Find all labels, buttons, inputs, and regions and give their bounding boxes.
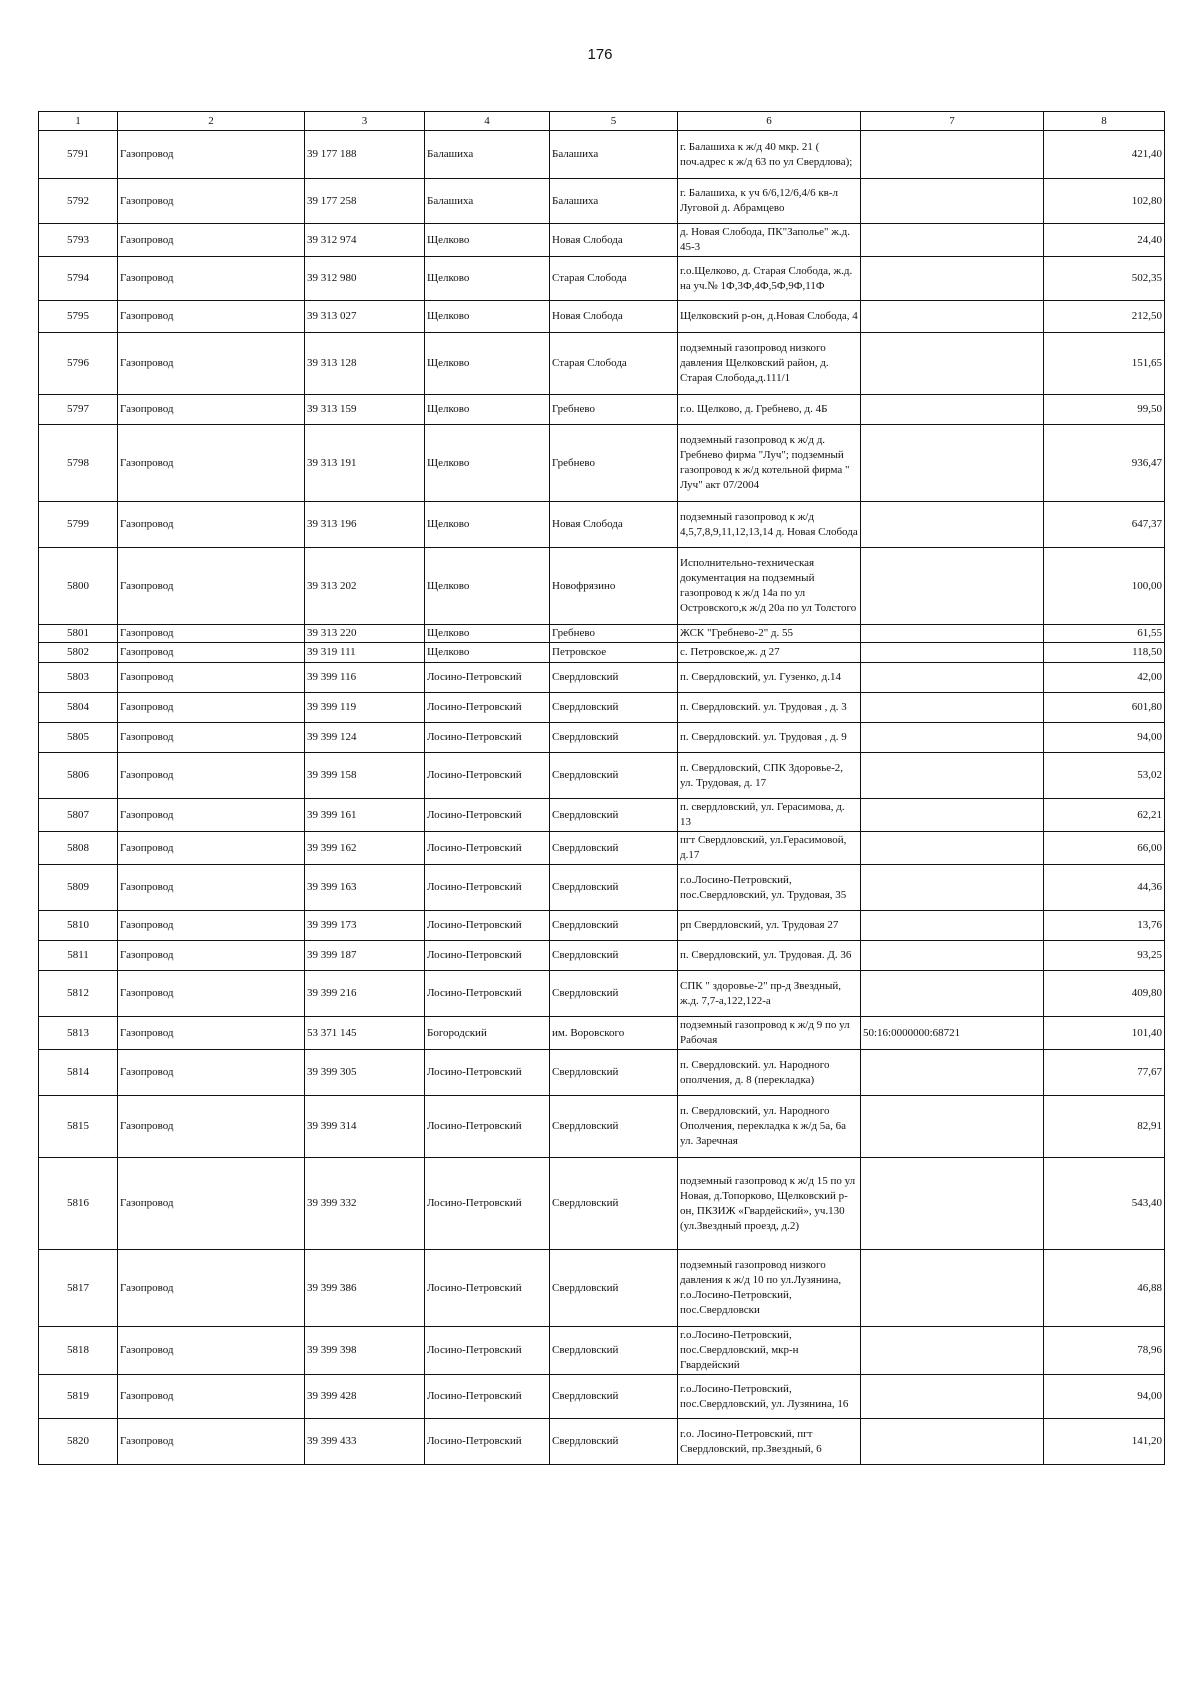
length-value-cell: 99,50	[1044, 395, 1165, 425]
row-number-cell: 5792	[39, 179, 118, 224]
inventory-code-cell: 39 177 258	[305, 179, 425, 224]
cadastral-number-cell	[861, 799, 1044, 832]
row-number-cell: 5793	[39, 224, 118, 257]
row-number-cell: 5815	[39, 1096, 118, 1158]
cadastral-number-cell	[861, 693, 1044, 723]
object-type-cell: Газопровод	[118, 131, 305, 179]
cadastral-number-cell	[861, 1419, 1044, 1465]
district-cell: Лосино-Петровский	[425, 663, 550, 693]
locality-cell: Свердловский	[550, 832, 678, 865]
locality-cell: Старая Слобода	[550, 333, 678, 395]
address-cell: г.о. Щелково, д. Гребнево, д. 4Б	[678, 395, 861, 425]
row-number-cell: 5797	[39, 395, 118, 425]
row-number-cell: 5803	[39, 663, 118, 693]
address-cell: пгт Свердловский, ул.Герасимовой, д.17	[678, 832, 861, 865]
cadastral-number-cell	[861, 425, 1044, 502]
row-number-cell: 5809	[39, 865, 118, 911]
address-cell: п. Свердловский, СПК Здоровье-2, ул. Трудовая, д. 17	[678, 753, 861, 799]
object-type-cell: Газопровод	[118, 723, 305, 753]
cadastral-number-cell	[861, 548, 1044, 625]
row-number-cell: 5812	[39, 971, 118, 1017]
address-cell: п. Свердловский. ул. Трудовая , д. 3	[678, 693, 861, 723]
locality-cell: им. Воровского	[550, 1017, 678, 1050]
district-cell: Щелково	[425, 502, 550, 548]
district-cell: Лосино-Петровский	[425, 723, 550, 753]
table-row	[39, 723, 1165, 753]
length-value-cell: 421,40	[1044, 131, 1165, 179]
length-value-cell: 53,02	[1044, 753, 1165, 799]
locality-cell: Старая Слобода	[550, 257, 678, 301]
locality-cell: Балашиха	[550, 131, 678, 179]
table-row	[39, 753, 1165, 799]
district-cell: Щелково	[425, 425, 550, 502]
column-header: 7	[861, 112, 1044, 131]
table-row	[39, 643, 1165, 663]
object-type-cell: Газопровод	[118, 865, 305, 911]
object-type-cell: Газопровод	[118, 502, 305, 548]
object-type-cell: Газопровод	[118, 1158, 305, 1250]
inventory-code-cell: 53 371 145	[305, 1017, 425, 1050]
table-header	[39, 112, 1165, 131]
table-row	[39, 1158, 1165, 1250]
cadastral-number-cell	[861, 179, 1044, 224]
address-cell: подземный газопровод к ж/д 4,5,7,8,9,11,12,13,14 д. Новая Слобода	[678, 502, 861, 548]
table-row	[39, 1375, 1165, 1419]
locality-cell: Свердловский	[550, 753, 678, 799]
locality-cell: Свердловский	[550, 1375, 678, 1419]
cadastral-number-cell	[861, 1250, 1044, 1327]
length-value-cell: 141,20	[1044, 1419, 1165, 1465]
object-type-cell: Газопровод	[118, 1327, 305, 1375]
length-value-cell: 212,50	[1044, 301, 1165, 333]
row-number-cell: 5810	[39, 911, 118, 941]
address-cell: г.о.Щелково, д. Старая Слобода, ж.д. на уч.№ 1Ф,3Ф,4Ф,5Ф,9Ф,11Ф	[678, 257, 861, 301]
length-value-cell: 82,91	[1044, 1096, 1165, 1158]
address-cell: ЖСК "Гребнево-2" д. 55	[678, 625, 861, 643]
cadastral-number-cell	[861, 1375, 1044, 1419]
row-number-cell: 5817	[39, 1250, 118, 1327]
cadastral-number-cell: 50:16:0000000:68721	[861, 1017, 1044, 1050]
table-row	[39, 1250, 1165, 1327]
length-value-cell: 24,40	[1044, 224, 1165, 257]
cadastral-number-cell	[861, 941, 1044, 971]
inventory-code-cell: 39 399 124	[305, 723, 425, 753]
column-header: 6	[678, 112, 861, 131]
locality-cell: Свердловский	[550, 1050, 678, 1096]
inventory-code-cell: 39 312 974	[305, 224, 425, 257]
object-type-cell: Газопровод	[118, 693, 305, 723]
row-number-cell: 5819	[39, 1375, 118, 1419]
table-row	[39, 179, 1165, 224]
length-value-cell: 94,00	[1044, 1375, 1165, 1419]
object-type-cell: Газопровод	[118, 224, 305, 257]
cadastral-number-cell	[861, 723, 1044, 753]
object-type-cell: Газопровод	[118, 1375, 305, 1419]
object-type-cell: Газопровод	[118, 425, 305, 502]
cadastral-number-cell	[861, 1096, 1044, 1158]
district-cell: Лосино-Петровский	[425, 1419, 550, 1465]
inventory-code-cell: 39 399 161	[305, 799, 425, 832]
district-cell: Лосино-Петровский	[425, 1327, 550, 1375]
column-header: 5	[550, 112, 678, 131]
row-number-cell: 5808	[39, 832, 118, 865]
inventory-code-cell: 39 313 159	[305, 395, 425, 425]
inventory-code-cell: 39 313 202	[305, 548, 425, 625]
cadastral-number-cell	[861, 643, 1044, 663]
object-type-cell: Газопровод	[118, 663, 305, 693]
row-number-cell: 5794	[39, 257, 118, 301]
object-type-cell: Газопровод	[118, 911, 305, 941]
length-value-cell: 647,37	[1044, 502, 1165, 548]
table-row	[39, 911, 1165, 941]
column-header: 2	[118, 112, 305, 131]
length-value-cell: 118,50	[1044, 643, 1165, 663]
cadastral-number-cell	[861, 257, 1044, 301]
table-row	[39, 832, 1165, 865]
address-cell: подземный газопровод низкого давления Щелковский район, д. Старая Слобода,д.111/1	[678, 333, 861, 395]
row-number-cell: 5802	[39, 643, 118, 663]
table-row	[39, 663, 1165, 693]
locality-cell: Свердловский	[550, 1096, 678, 1158]
district-cell: Лосино-Петровский	[425, 911, 550, 941]
table-row	[39, 799, 1165, 832]
address-cell: п. Свердловский. ул. Трудовая , д. 9	[678, 723, 861, 753]
length-value-cell: 100,00	[1044, 548, 1165, 625]
district-cell: Балашиха	[425, 131, 550, 179]
object-type-cell: Газопровод	[118, 1250, 305, 1327]
row-number-cell: 5804	[39, 693, 118, 723]
inventory-code-cell: 39 313 191	[305, 425, 425, 502]
table-row	[39, 224, 1165, 257]
length-value-cell: 101,40	[1044, 1017, 1165, 1050]
row-number-cell: 5816	[39, 1158, 118, 1250]
district-cell: Щелково	[425, 548, 550, 625]
cadastral-number-cell	[861, 1158, 1044, 1250]
address-cell: п. Свердловский. ул. Народного ополчения, д. 8 (перекладка)	[678, 1050, 861, 1096]
locality-cell: Свердловский	[550, 693, 678, 723]
address-cell: СПК " здоровье-2" пр-д Звездный, ж.д. 7,7-а,122,122-а	[678, 971, 861, 1017]
table-row	[39, 1017, 1165, 1050]
table-row	[39, 257, 1165, 301]
district-cell: Лосино-Петровский	[425, 693, 550, 723]
table-row	[39, 865, 1165, 911]
inventory-code-cell: 39 399 332	[305, 1158, 425, 1250]
row-number-cell: 5795	[39, 301, 118, 333]
locality-cell: Свердловский	[550, 1327, 678, 1375]
address-cell: п. свердловский, ул. Герасимова, д. 13	[678, 799, 861, 832]
inventory-code-cell: 39 399 314	[305, 1096, 425, 1158]
object-type-cell: Газопровод	[118, 1419, 305, 1465]
inventory-code-cell: 39 313 220	[305, 625, 425, 643]
object-type-cell: Газопровод	[118, 625, 305, 643]
inventory-code-cell: 39 312 980	[305, 257, 425, 301]
district-cell: Лосино-Петровский	[425, 971, 550, 1017]
district-cell: Лосино-Петровский	[425, 865, 550, 911]
row-number-cell: 5818	[39, 1327, 118, 1375]
cadastral-number-cell	[861, 971, 1044, 1017]
table-row	[39, 693, 1165, 723]
address-cell: Исполнительно-техническая документация на подземный газопровод к ж/д 14а по ул Островского,к ж/д 20а по ул Толстого	[678, 548, 861, 625]
row-number-cell: 5801	[39, 625, 118, 643]
district-cell: Лосино-Петровский	[425, 753, 550, 799]
object-type-cell: Газопровод	[118, 799, 305, 832]
address-cell: д. Новая Слобода, ПК"Заполье" ж.д. 45-3	[678, 224, 861, 257]
address-cell: подземный газопровод низкого давления к ж/д 10 по ул.Лузянина, г.о.Лосино-Петровский, пос.Свердловски	[678, 1250, 861, 1327]
locality-cell: Гребнево	[550, 625, 678, 643]
table-row	[39, 548, 1165, 625]
cadastral-number-cell	[861, 502, 1044, 548]
object-type-cell: Газопровод	[118, 832, 305, 865]
address-cell: п. Свердловский, ул. Трудовая. Д. 36	[678, 941, 861, 971]
locality-cell: Новофрязино	[550, 548, 678, 625]
row-number-cell: 5820	[39, 1419, 118, 1465]
locality-cell: Петровское	[550, 643, 678, 663]
table-body	[39, 131, 1165, 1465]
table-row	[39, 625, 1165, 643]
address-cell: п. Свердловский, ул. Гузенко, д.14	[678, 663, 861, 693]
table-row	[39, 1419, 1165, 1465]
column-header: 8	[1044, 112, 1165, 131]
object-type-cell: Газопровод	[118, 548, 305, 625]
length-value-cell: 46,88	[1044, 1250, 1165, 1327]
inventory-code-cell: 39 399 158	[305, 753, 425, 799]
locality-cell: Гребнево	[550, 425, 678, 502]
length-value-cell: 44,36	[1044, 865, 1165, 911]
length-value-cell: 543,40	[1044, 1158, 1165, 1250]
district-cell: Лосино-Петровский	[425, 1096, 550, 1158]
district-cell: Щелково	[425, 643, 550, 663]
cadastral-number-cell	[861, 301, 1044, 333]
inventory-code-cell: 39 313 196	[305, 502, 425, 548]
district-cell: Лосино-Петровский	[425, 1050, 550, 1096]
address-cell: г.о.Лосино-Петровский, пос.Свердловский, ул. Трудовая, 35	[678, 865, 861, 911]
row-number-cell: 5813	[39, 1017, 118, 1050]
table-row	[39, 1050, 1165, 1096]
inventory-code-cell: 39 399 116	[305, 663, 425, 693]
table-row	[39, 131, 1165, 179]
table-row	[39, 301, 1165, 333]
column-header: 1	[39, 112, 118, 131]
locality-cell: Свердловский	[550, 663, 678, 693]
locality-cell: Свердловский	[550, 723, 678, 753]
table-row	[39, 941, 1165, 971]
length-value-cell: 502,35	[1044, 257, 1165, 301]
length-value-cell: 151,65	[1044, 333, 1165, 395]
inventory-code-cell: 39 319 111	[305, 643, 425, 663]
cadastral-number-cell	[861, 333, 1044, 395]
locality-cell: Свердловский	[550, 1419, 678, 1465]
district-cell: Щелково	[425, 625, 550, 643]
address-cell: п. Свердловский, ул. Народного Ополчения, перекладка к ж/д 5а, 6а ул. Заречная	[678, 1096, 861, 1158]
length-value-cell: 601,80	[1044, 693, 1165, 723]
district-cell: Лосино-Петровский	[425, 832, 550, 865]
locality-cell: Свердловский	[550, 799, 678, 832]
length-value-cell: 42,00	[1044, 663, 1165, 693]
length-value-cell: 93,25	[1044, 941, 1165, 971]
address-cell: г. Балашиха к ж/д 40 мкр. 21 ( поч.адрес к ж/д 63 по ул Свердлова);	[678, 131, 861, 179]
length-value-cell: 62,21	[1044, 799, 1165, 832]
row-number-cell: 5800	[39, 548, 118, 625]
object-type-cell: Газопровод	[118, 753, 305, 799]
cadastral-number-cell	[861, 753, 1044, 799]
locality-cell: Гребнево	[550, 395, 678, 425]
object-type-cell: Газопровод	[118, 301, 305, 333]
object-type-cell: Газопровод	[118, 643, 305, 663]
locality-cell: Свердловский	[550, 1250, 678, 1327]
district-cell: Богородский	[425, 1017, 550, 1050]
table-row	[39, 425, 1165, 502]
inventory-code-cell: 39 399 187	[305, 941, 425, 971]
object-type-cell: Газопровод	[118, 1050, 305, 1096]
address-cell: подземный газопровод к ж/д д. Гребнево фирма "Луч"; подземный газопровод к ж/д котельной фирма " Луч" акт 07/2004	[678, 425, 861, 502]
row-number-cell: 5796	[39, 333, 118, 395]
table-row	[39, 333, 1165, 395]
inventory-code-cell: 39 399 433	[305, 1419, 425, 1465]
district-cell: Лосино-Петровский	[425, 941, 550, 971]
address-cell: г.о. Лосино-Петровский, пгт Свердловский, пр.Звездный, 6	[678, 1419, 861, 1465]
district-cell: Щелково	[425, 395, 550, 425]
locality-cell: Свердловский	[550, 941, 678, 971]
row-number-cell: 5807	[39, 799, 118, 832]
address-cell: г. Балашиха, к уч 6/6,12/6,4/6 кв-л Луговой д. Абрамцево	[678, 179, 861, 224]
address-cell: Щелковский р-он, д.Новая Слобода, 4	[678, 301, 861, 333]
address-cell: г.о.Лосино-Петровский, пос.Свердловский, мкр-н Гвардейский	[678, 1327, 861, 1375]
address-cell: рп Свердловский, ул. Трудовая 27	[678, 911, 861, 941]
locality-cell: Новая Слобода	[550, 224, 678, 257]
table-row	[39, 1096, 1165, 1158]
length-value-cell: 61,55	[1044, 625, 1165, 643]
inventory-code-cell: 39 399 305	[305, 1050, 425, 1096]
inventory-code-cell: 39 399 216	[305, 971, 425, 1017]
locality-cell: Новая Слобода	[550, 502, 678, 548]
length-value-cell: 102,80	[1044, 179, 1165, 224]
column-number-row	[39, 112, 1165, 131]
table-row	[39, 502, 1165, 548]
address-cell: подземный газопровод к ж/д 9 по ул Рабочая	[678, 1017, 861, 1050]
table-row	[39, 395, 1165, 425]
district-cell: Щелково	[425, 224, 550, 257]
length-value-cell: 78,96	[1044, 1327, 1165, 1375]
length-value-cell: 94,00	[1044, 723, 1165, 753]
row-number-cell: 5798	[39, 425, 118, 502]
locality-cell: Свердловский	[550, 971, 678, 1017]
row-number-cell: 5805	[39, 723, 118, 753]
cadastral-number-cell	[861, 865, 1044, 911]
object-type-cell: Газопровод	[118, 1017, 305, 1050]
row-number-cell: 5811	[39, 941, 118, 971]
cadastral-number-cell	[861, 625, 1044, 643]
object-type-cell: Газопровод	[118, 941, 305, 971]
district-cell: Лосино-Петровский	[425, 1158, 550, 1250]
address-cell: подземный газопровод к ж/д 15 по ул Новая, д.Топорково, Щелковский р-он, ПКЗИЖ «Гвардейский», уч.130 (ул.Звездный проезд, д.2)	[678, 1158, 861, 1250]
inventory-code-cell: 39 399 162	[305, 832, 425, 865]
object-type-cell: Газопровод	[118, 395, 305, 425]
district-cell: Балашиха	[425, 179, 550, 224]
length-value-cell: 13,76	[1044, 911, 1165, 941]
inventory-code-cell: 39 399 386	[305, 1250, 425, 1327]
inventory-code-cell: 39 399 173	[305, 911, 425, 941]
inventory-code-cell: 39 399 163	[305, 865, 425, 911]
locality-cell: Свердловский	[550, 1158, 678, 1250]
table-row	[39, 1327, 1165, 1375]
locality-cell: Новая Слобода	[550, 301, 678, 333]
inventory-code-cell: 39 399 428	[305, 1375, 425, 1419]
cadastral-number-cell	[861, 1327, 1044, 1375]
object-type-cell: Газопровод	[118, 333, 305, 395]
object-type-cell: Газопровод	[118, 179, 305, 224]
inventory-code-cell: 39 313 128	[305, 333, 425, 395]
district-cell: Щелково	[425, 333, 550, 395]
locality-cell: Свердловский	[550, 865, 678, 911]
length-value-cell: 66,00	[1044, 832, 1165, 865]
object-type-cell: Газопровод	[118, 1096, 305, 1158]
table-row	[39, 971, 1165, 1017]
district-cell: Лосино-Петровский	[425, 1375, 550, 1419]
locality-cell: Балашиха	[550, 179, 678, 224]
inventory-code-cell: 39 399 398	[305, 1327, 425, 1375]
row-number-cell: 5806	[39, 753, 118, 799]
locality-cell: Свердловский	[550, 911, 678, 941]
district-cell: Щелково	[425, 301, 550, 333]
address-cell: с. Петровское,ж. д 27	[678, 643, 861, 663]
register-table	[38, 111, 1165, 1465]
cadastral-number-cell	[861, 224, 1044, 257]
page-number: 176	[587, 46, 613, 63]
object-type-cell: Газопровод	[118, 257, 305, 301]
object-type-cell: Газопровод	[118, 971, 305, 1017]
cadastral-number-cell	[861, 911, 1044, 941]
cadastral-number-cell	[861, 663, 1044, 693]
district-cell: Лосино-Петровский	[425, 1250, 550, 1327]
inventory-code-cell: 39 399 119	[305, 693, 425, 723]
length-value-cell: 409,80	[1044, 971, 1165, 1017]
column-header: 4	[425, 112, 550, 131]
district-cell: Щелково	[425, 257, 550, 301]
inventory-code-cell: 39 313 027	[305, 301, 425, 333]
cadastral-number-cell	[861, 131, 1044, 179]
district-cell: Лосино-Петровский	[425, 799, 550, 832]
cadastral-number-cell	[861, 832, 1044, 865]
address-cell: г.о.Лосино-Петровский, пос.Свердловский, ул. Лузянина, 16	[678, 1375, 861, 1419]
length-value-cell: 77,67	[1044, 1050, 1165, 1096]
inventory-code-cell: 39 177 188	[305, 131, 425, 179]
cadastral-number-cell	[861, 1050, 1044, 1096]
row-number-cell: 5799	[39, 502, 118, 548]
row-number-cell: 5791	[39, 131, 118, 179]
row-number-cell: 5814	[39, 1050, 118, 1096]
length-value-cell: 936,47	[1044, 425, 1165, 502]
cadastral-number-cell	[861, 395, 1044, 425]
column-header: 3	[305, 112, 425, 131]
